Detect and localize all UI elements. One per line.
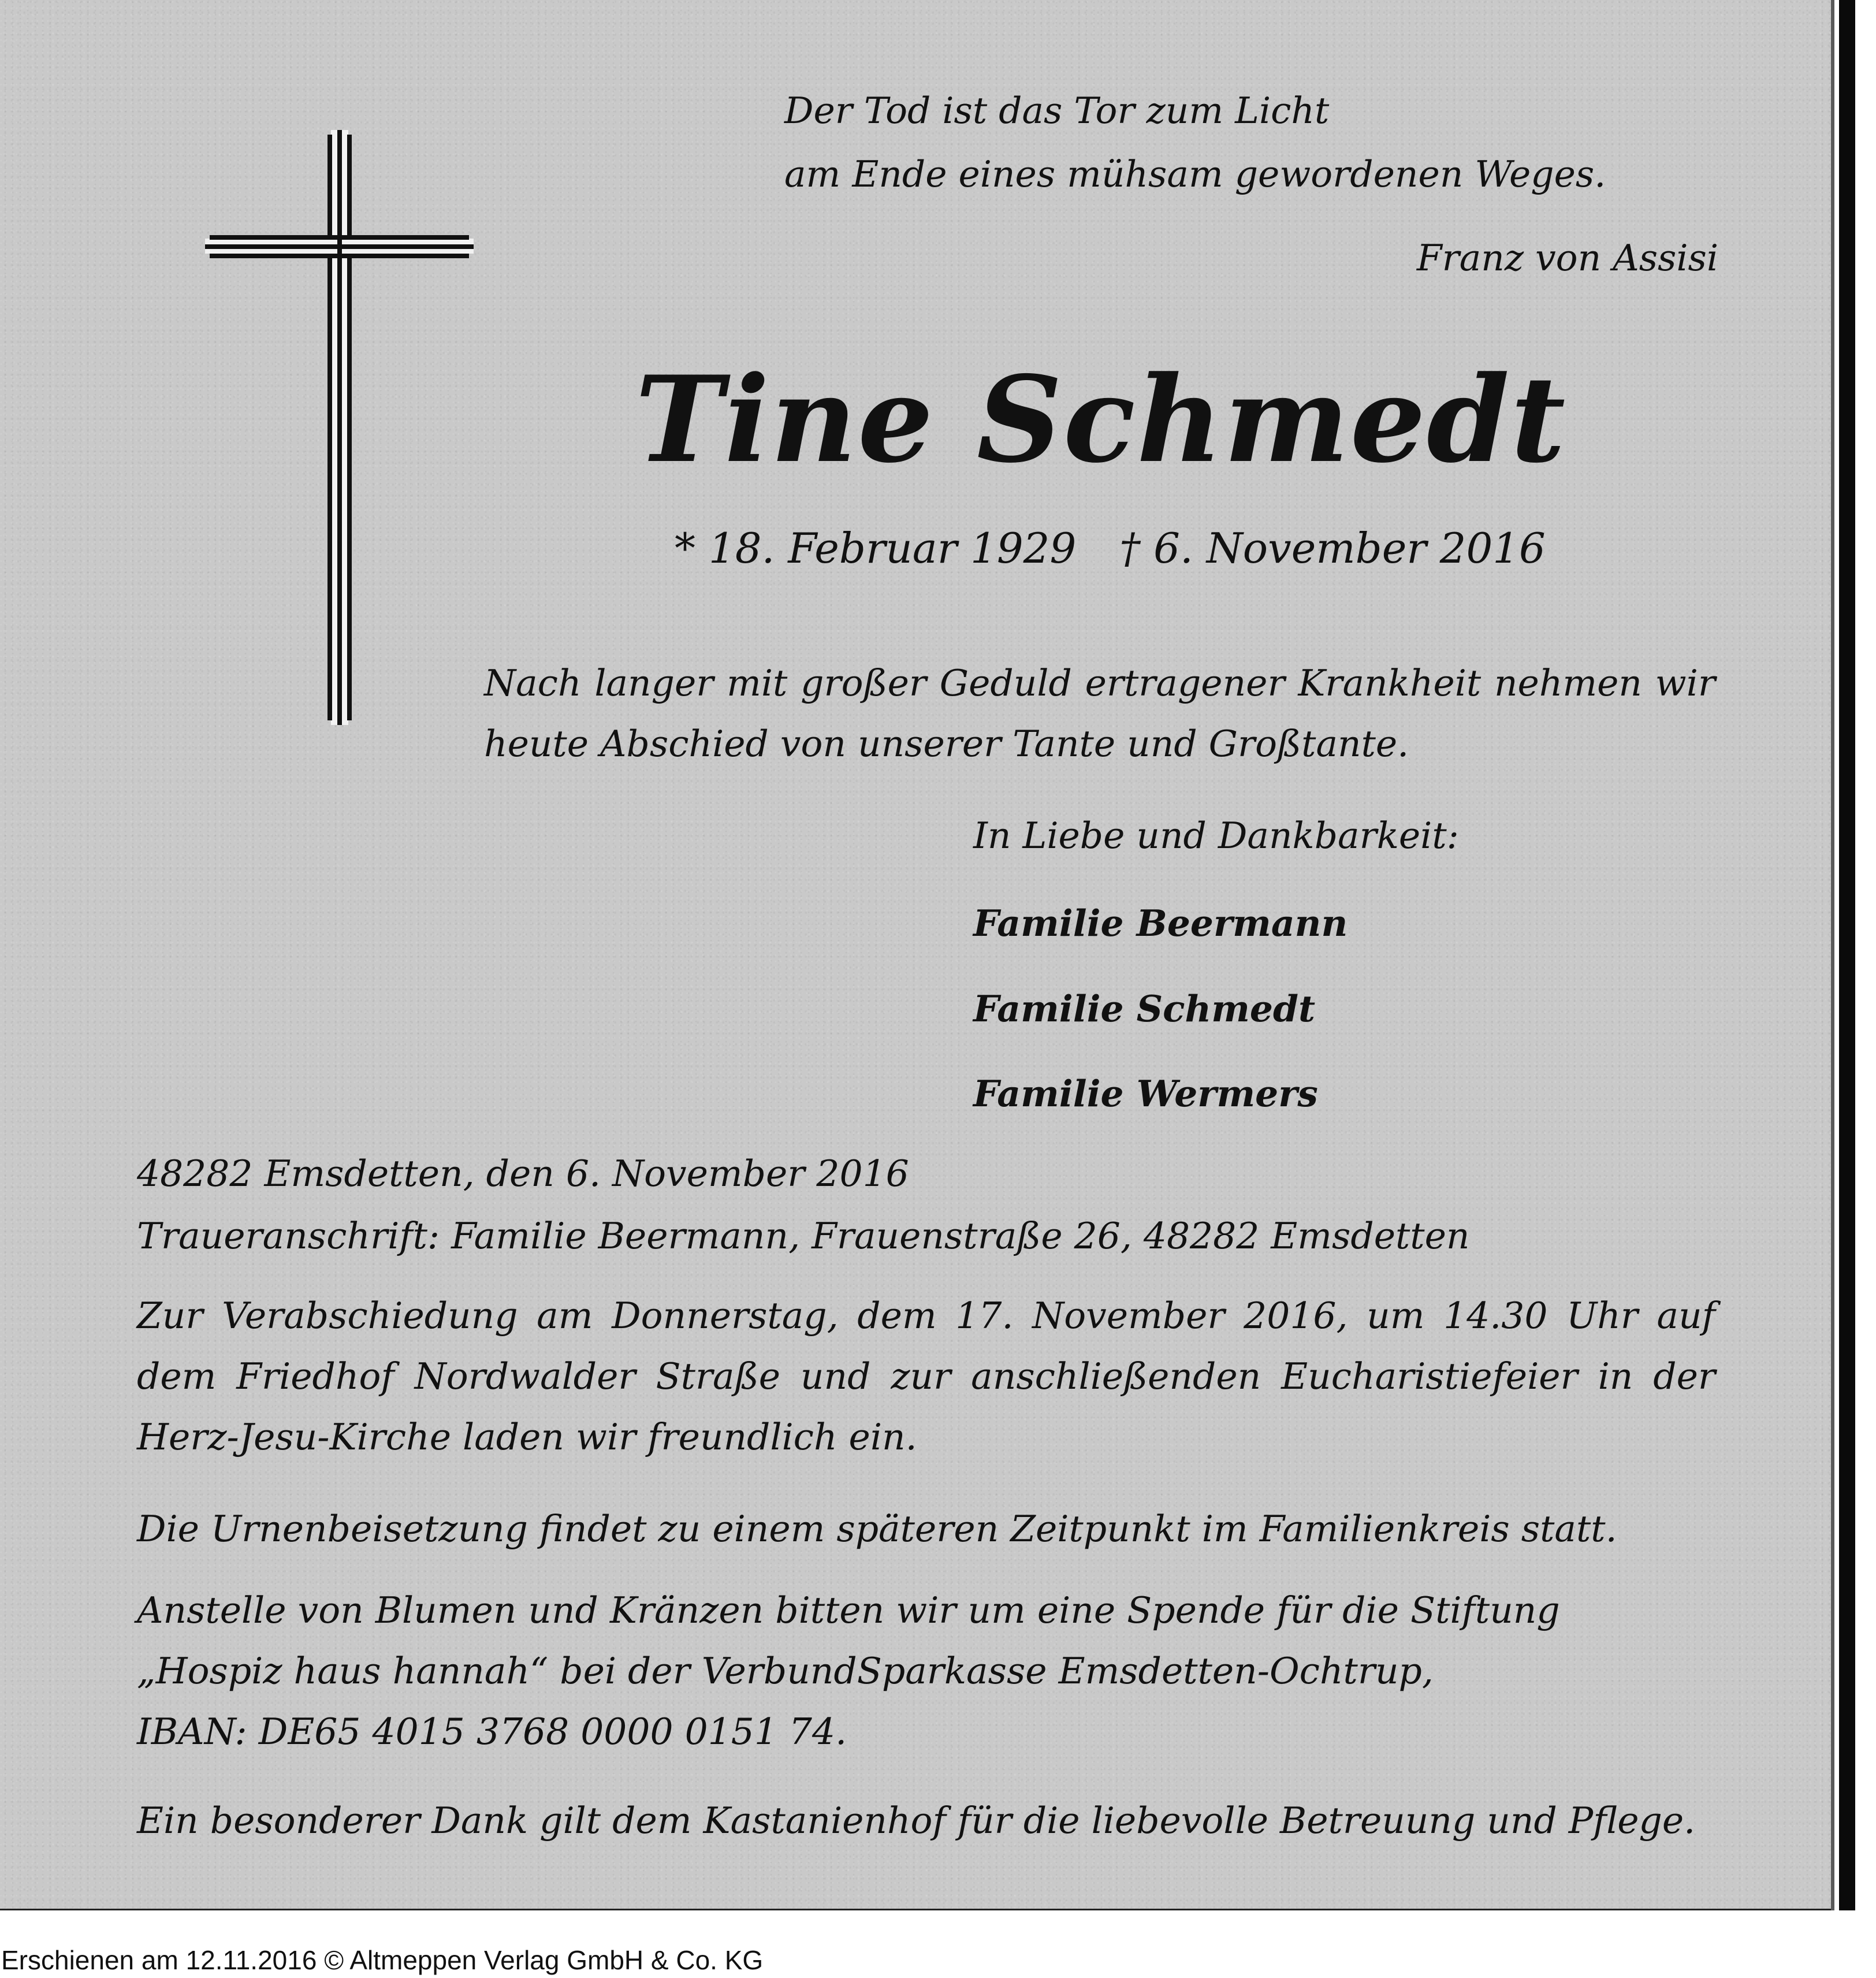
family-name: Familie Wermers <box>973 1072 1318 1115</box>
donation-line-3: IBAN: DE65 4015 3768 0000 0151 74. <box>137 1711 847 1753</box>
mourning-address: Traueranschrift: Familie Beermann, Frauenstraße 26, 48282 Emsdetten <box>137 1215 1470 1257</box>
service-line-2: dem Friedhof Nordwalder Straße und zur anschließenden Eucharistiefeier in der <box>137 1355 1715 1397</box>
service-line-1: Zur Verabschiedung am Donnerstag, dem 17. November 2016, um 14.30 Uhr auf <box>137 1295 1715 1337</box>
family-name: Familie Schmedt <box>973 987 1316 1030</box>
quote-author: Franz von Assisi <box>1416 237 1718 279</box>
donation-line-1: Anstelle von Blumen und Kränzen bitten wir um eine Spende für die Stiftung <box>137 1589 1560 1631</box>
urn-burial-note: Die Urnenbeisetzung findet zu einem späteren Zeitpunkt im Familienkreis statt. <box>137 1508 1617 1550</box>
quote-line-2: am Ende eines mühsam gewordenen Weges. <box>784 153 1606 195</box>
intro-paragraph <box>484 653 1715 774</box>
donation-paragraph <box>137 1580 1715 1762</box>
deceased-name: Tine Schmedt <box>635 351 1567 489</box>
border-bar <box>1839 0 1855 1910</box>
mourners-heading: In Liebe und Dankbarkeit: <box>973 815 1459 857</box>
intro-line-1: Nach langer mit großer Geduld ertragener Krankheit nehmen wir <box>484 662 1715 704</box>
service-paragraph <box>137 1285 1715 1467</box>
border-gap <box>1834 0 1839 1910</box>
place-date: 48282 Emsdetten, den 6. November 2016 <box>137 1152 909 1195</box>
quote-line-1: Der Tod ist das Tor zum Licht <box>784 90 1330 132</box>
thanks-note: Ein besonderer Dank gilt dem Kastanienhof für die liebevolle Betreuung und Pflege. <box>137 1799 1696 1842</box>
birth-date: * 18. Februar 1929 <box>675 524 1077 572</box>
donation-line-2: „Hospiz haus hannah“ bei der VerbundSparkasse Emsdetten-Ochtrup, <box>137 1650 1434 1692</box>
family-name: Familie Beermann <box>973 902 1348 945</box>
service-line-3: Herz-Jesu-Kirche laden wir freundlich ein. <box>137 1416 917 1458</box>
life-dates <box>675 524 1546 572</box>
publication-footer: Erschienen am 12.11.2016 © Altmeppen Verlag GmbH & Co. KG <box>1 1945 764 1975</box>
death-date: † 6. November 2016 <box>1119 524 1546 572</box>
intro-line-2: heute Abschied von unserer Tante und Großtante. <box>484 723 1409 765</box>
